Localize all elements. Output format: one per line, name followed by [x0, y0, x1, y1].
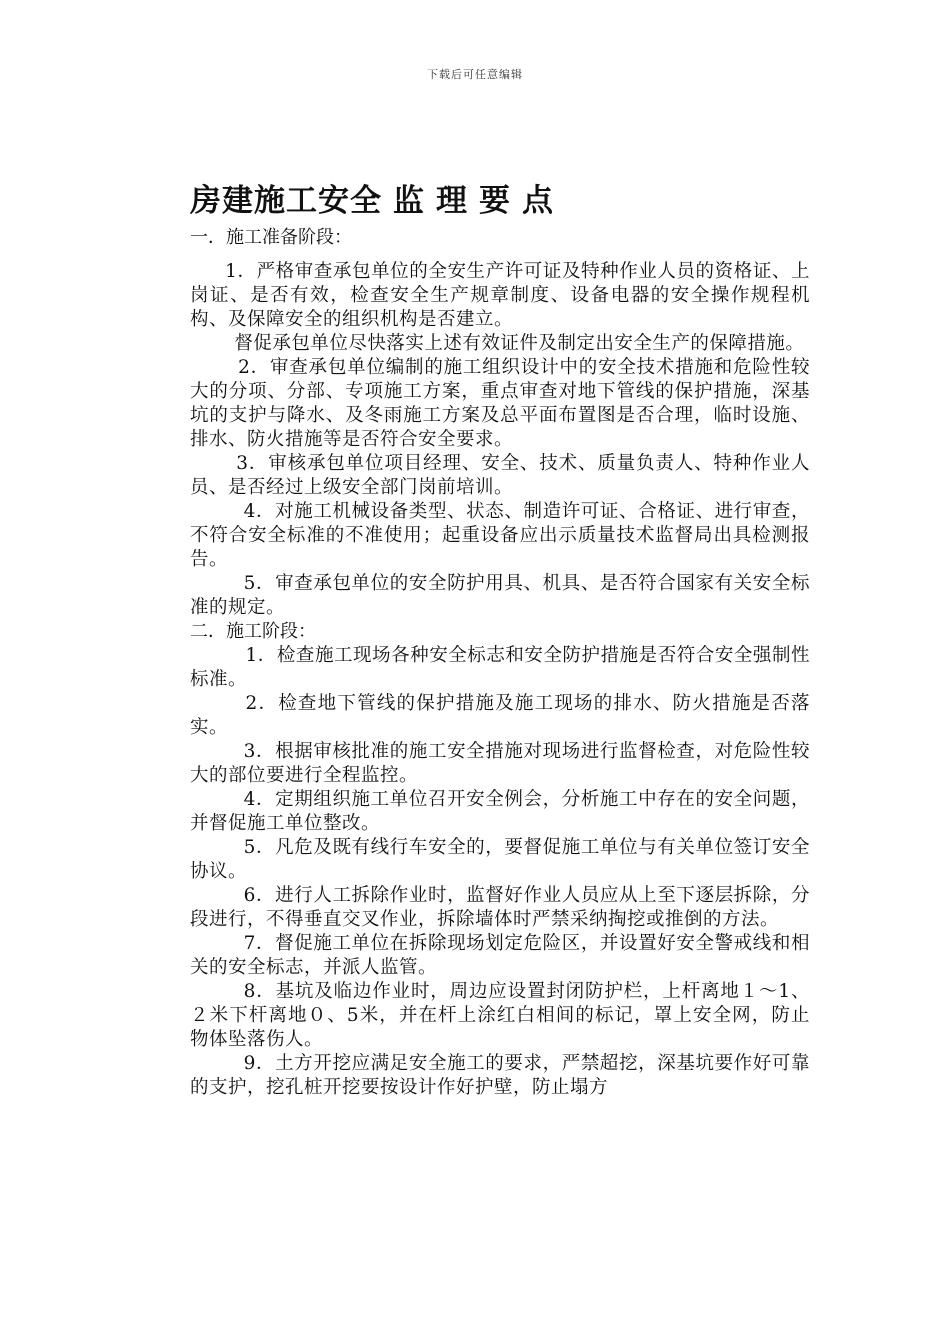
- document-title: [190, 178, 810, 224]
- section-heading-preparation: 一．施工准备阶段：: [190, 227, 352, 248]
- paragraph: 3．审核承包单位项目经理、安全、技术、质量负责人、特种作业人员、是否经过上级安全部门岗前培训。: [190, 453, 810, 498]
- document-body: [190, 178, 810, 1100]
- page-header-note: 下载后可任意编辑: [427, 68, 523, 81]
- paragraph: 2．检查地下管线的保护措施及施工现场的排水、防火措施是否落实。: [190, 693, 810, 738]
- paragraph: 5．审查承包单位的安全防护用具、机具、是否符合国家有关安全标准的规定。: [190, 573, 810, 618]
- section-heading-construction: 二．施工阶段：: [190, 621, 316, 642]
- document-title-part1: 房建施工安: [190, 183, 350, 219]
- paragraph: 9．土方开挖应满足安全施工的要求，严禁超挖，深基坑要作好可靠的支护，挖孔桩开挖要按设计作好护壁，防止塌方: [190, 1053, 810, 1098]
- paragraph: 8．基坑及临边作业时，周边应设置封闭防护栏，上杆离地１～1、２米下杆离地０、5米，并在杆上涂红白相间的标记，罩上安全网，防止物体坠落伤人。: [190, 981, 810, 1050]
- document-title-part2: 全监理要点: [350, 183, 565, 219]
- paragraph: 1．严格审查承包单位的全安生产许可证及特种作业人员的资格证、上岗证、是否有效，检查安全生产规章制度、设备电器的安全操作规程机构、及保障安全的组织机构是否建立。: [190, 261, 810, 330]
- paragraph: 督促承包单位尽快落实上述有效证件及制定出安全生产的保障措施。: [234, 333, 805, 354]
- paragraph: 4．对施工机械设备类型、状态、制造许可证、合格证、进行审查，不符合安全标准的不准使用；起重设备应出示质量技术监督局出具检测报告。: [190, 501, 810, 570]
- paragraph: 3．根据审核批准的施工安全措施对现场进行监督检查，对危险性较大的部位要进行全程监控。: [190, 741, 810, 786]
- paragraph: 7．督促施工单位在拆除现场划定危险区，并设置好安全警戒线和相关的安全标志，并派人监管。: [190, 933, 810, 978]
- paragraph: 1．检查施工现场各种安全标志和安全防护措施是否符合安全强制性标准。: [190, 645, 810, 690]
- paragraph: 4．定期组织施工单位召开安全例会，分析施工中存在的安全问题，并督促施工单位整改。: [190, 789, 810, 834]
- paragraph: 2．审查承包单位编制的施工组织设计中的安全技术措施和危险性较大的分项、分部、专项施工方案，重点审查对地下管线的保护措施，深基坑的支护与降水、及冬雨施工方案及总平面布置图是否合理，临时设施、排水、防火措施等是否符合安全要求。: [190, 357, 810, 450]
- paragraph: 5．凡危及既有线行车安全的，要督促施工单位与有关单位签订安全协议。: [190, 837, 810, 882]
- paragraph: 6．进行人工拆除作业时，监督好作业人员应从上至下逐层拆除，分段进行，不得垂直交叉作业，拆除墙体时严禁采纳掏挖或推倒的方法。: [190, 885, 810, 930]
